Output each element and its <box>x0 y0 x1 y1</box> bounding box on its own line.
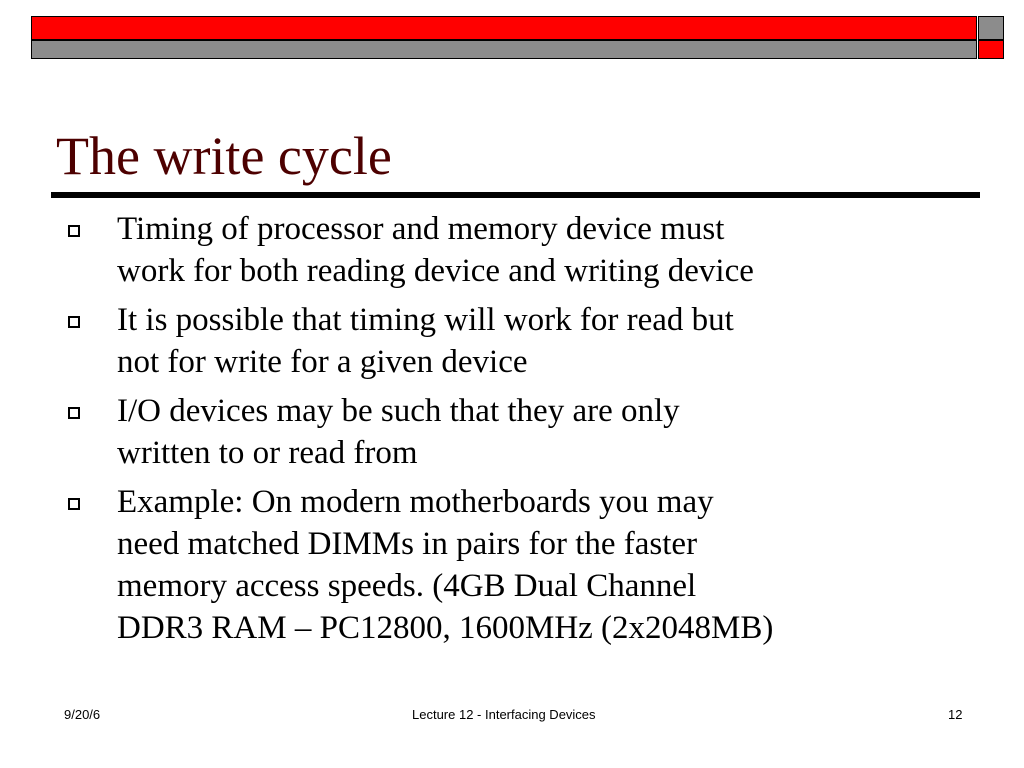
bullet-item <box>64 299 994 383</box>
header-square-gray <box>978 16 1004 40</box>
bullet-text: I/O devices may be such that they are only written to or read from <box>117 393 680 471</box>
bullet-item <box>64 208 994 292</box>
header-square-red <box>978 40 1004 59</box>
footer-date: 9/20/6 <box>64 707 101 722</box>
slide-title: The write cycle <box>56 126 392 186</box>
bullet-item <box>64 390 994 474</box>
title-divider <box>51 192 980 198</box>
hollow-square-bullet-icon <box>68 316 80 328</box>
header-bar-gray <box>31 40 977 59</box>
bullet-item <box>64 481 994 649</box>
footer-lecture-title: Lecture 12 - Interfacing Devices <box>412 707 596 722</box>
hollow-square-bullet-icon <box>68 407 80 419</box>
bullet-text: It is possible that timing will work for read but not for write for a given device <box>117 302 734 380</box>
hollow-square-bullet-icon <box>68 498 80 510</box>
hollow-square-bullet-icon <box>68 225 80 237</box>
footer-page-number: 12 <box>948 707 963 722</box>
bullet-text: Timing of processor and memory device must work for both reading device and writing device <box>117 211 754 289</box>
header-bar-red <box>31 16 977 40</box>
bullet-text: Example: On modern motherboards you may need matched DIMMs in pairs for the faster memory access speeds. (4GB Dual Channel DDR3 RAM – PC12800, 1600MHz (2x2048MB) <box>117 484 774 646</box>
bullet-list <box>64 208 994 656</box>
